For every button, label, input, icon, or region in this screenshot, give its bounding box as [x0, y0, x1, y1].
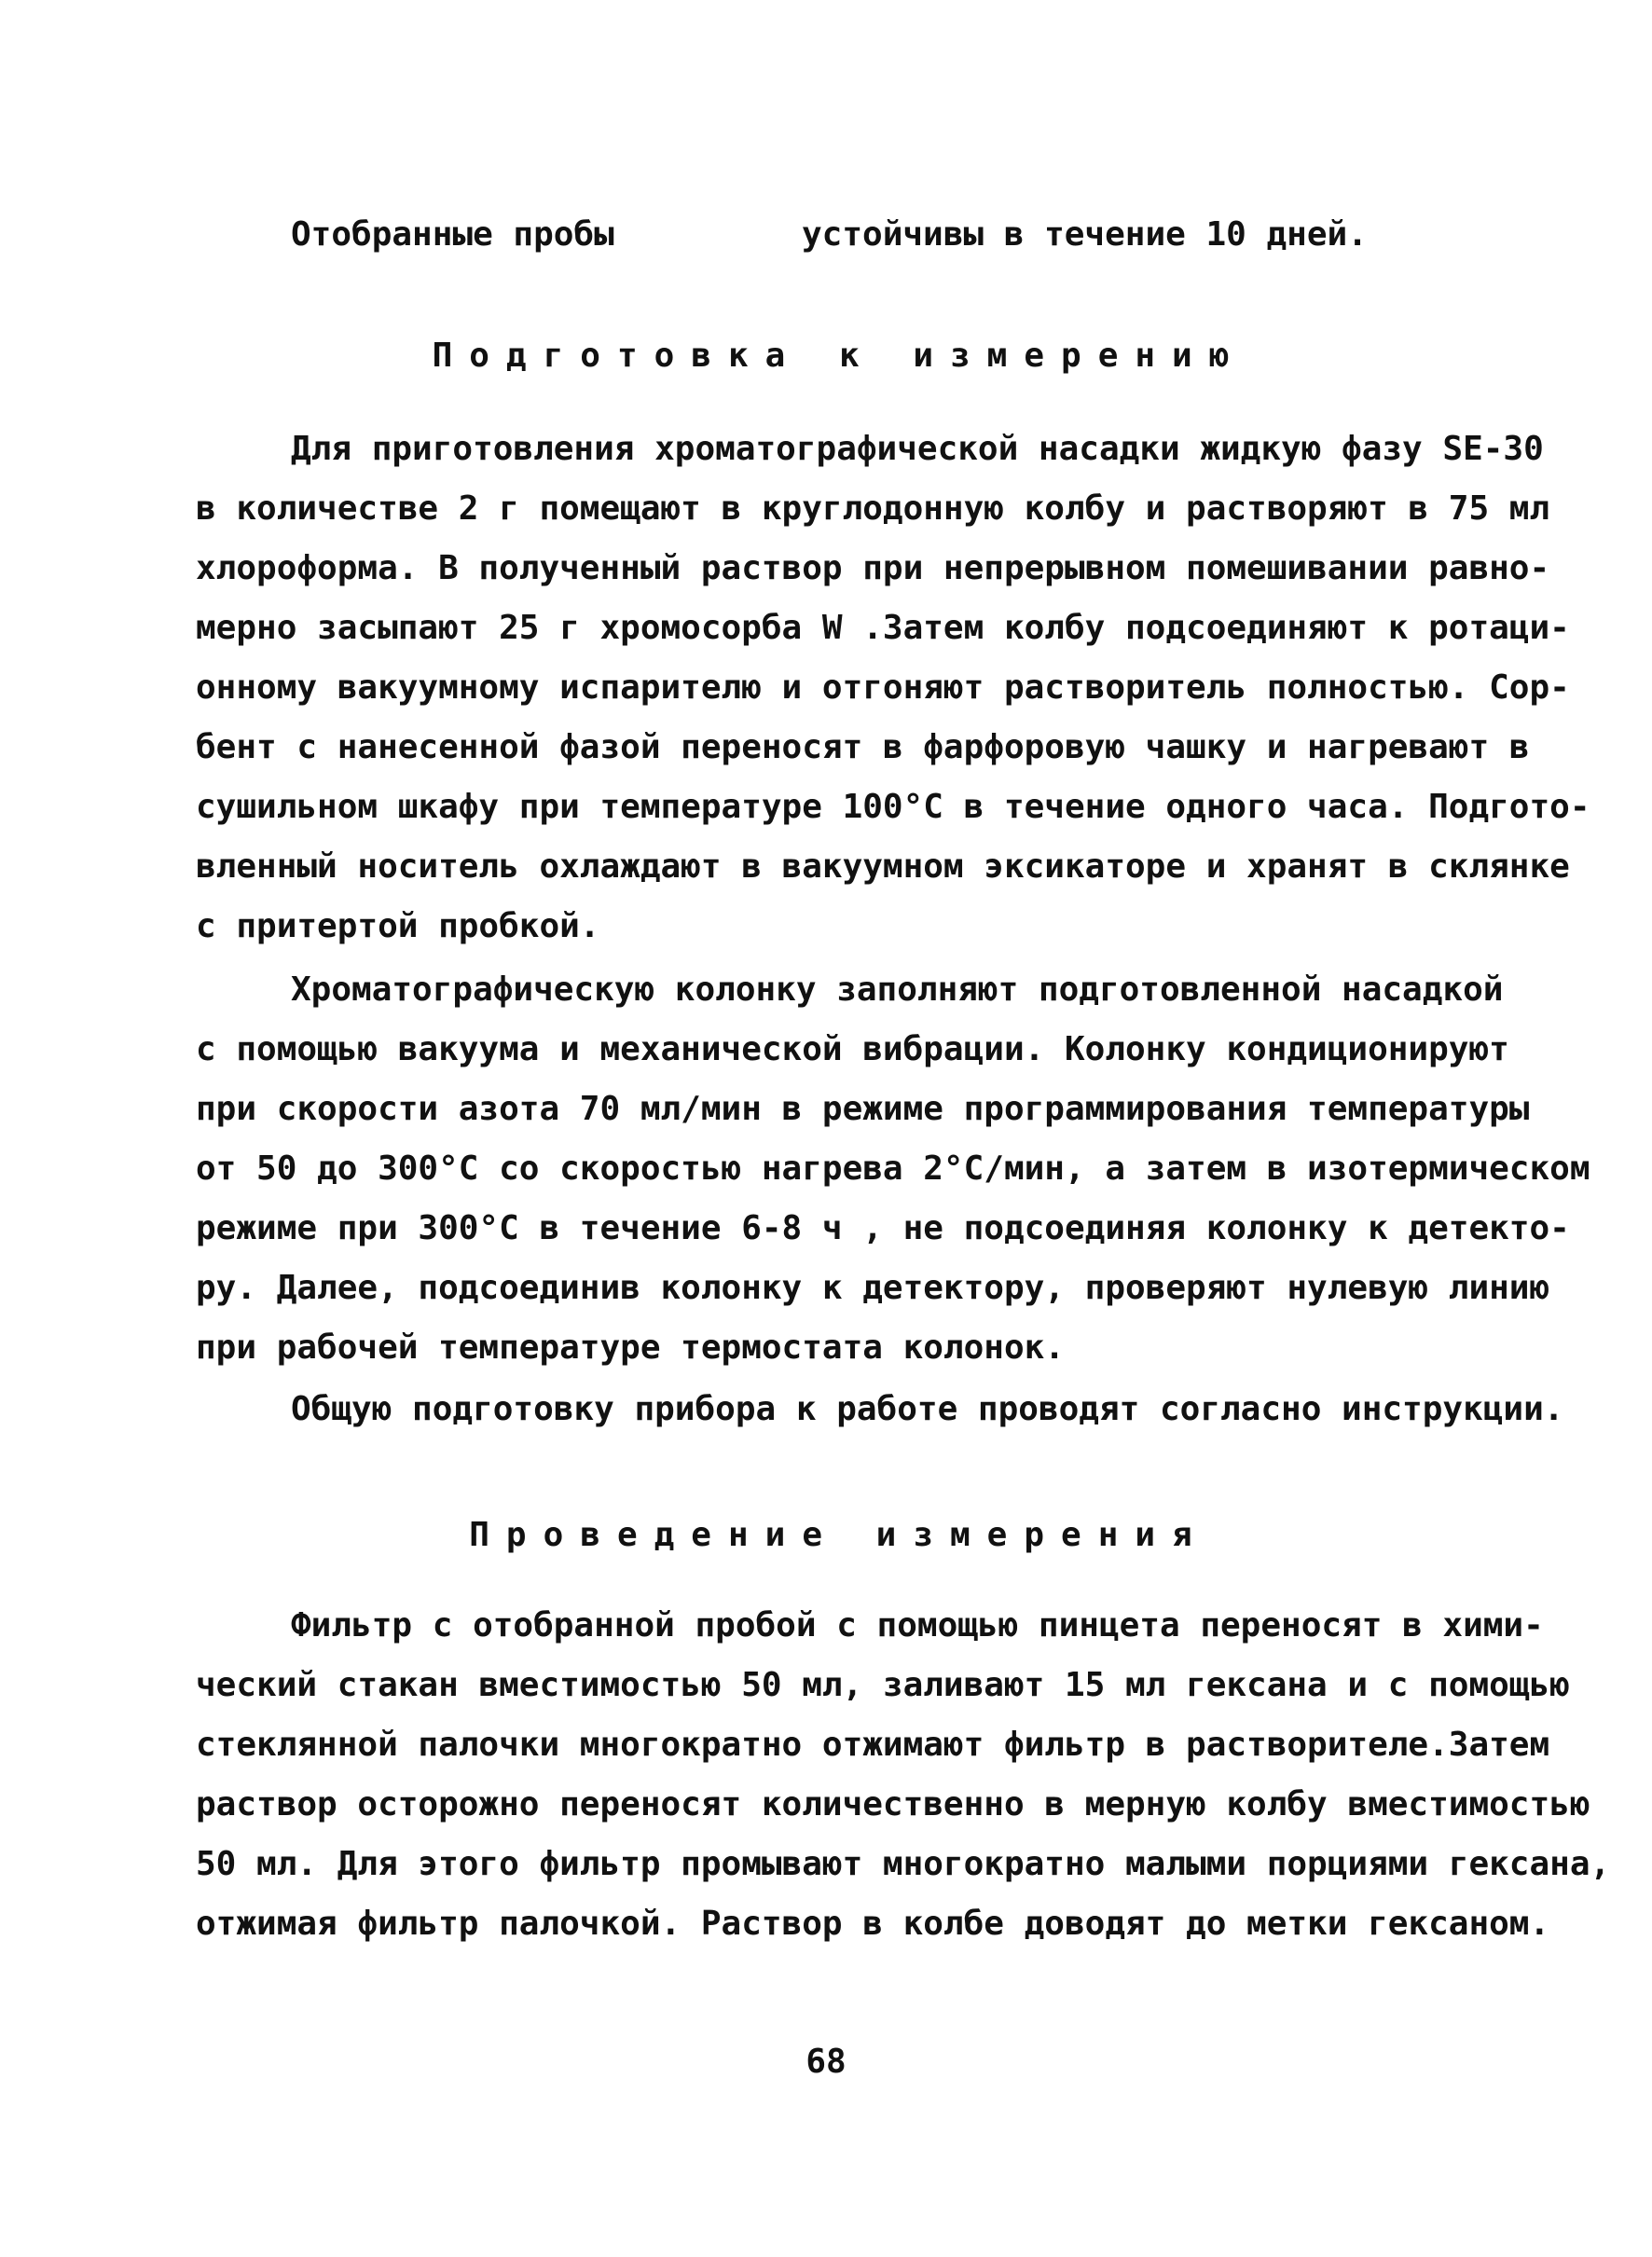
text-line: ру. Далее, подсоединив колонку к детектору, проверяют нулевую линию [196, 1269, 1550, 1307]
text-line: при скорости азота 70 мл/мин в режиме программирования температуры [196, 1090, 1530, 1128]
text-line: стеклянной палочки многократно отжимают фильтр в растворителе.Затем [196, 1726, 1550, 1764]
text-line: ческий стакан вместимостью 50 мл, заливают 15 мл гексана и с помощью [196, 1666, 1570, 1704]
intro-right: устойчивы в течение 10 дней. [802, 215, 1368, 254]
text-line: режиме при 300°С в течение 6-8 ч , не подсоединяя колонку к детекто- [196, 1209, 1570, 1247]
text-line: мерно засыпают 25 г хромосорба W .Затем колбу подсоединяют к ротаци- [196, 609, 1570, 647]
heading-measurement: Проведение измерения [469, 1516, 1209, 1554]
text-line: Для приготовления хроматографической насадки жидкую фазу SE-30 [291, 430, 1544, 468]
text-line: от 50 до 300°С со скоростью нагрева 2°С/мин, а затем в изотермическом [196, 1149, 1590, 1188]
text-line: Фильтр с отобранной пробой с помощью пинцета переносят в хими- [291, 1606, 1544, 1645]
text-line: с притертой пробкой. [196, 907, 600, 945]
text-line: онному вакуумному испарителю и отгоняют растворитель полностью. Сор- [196, 668, 1570, 707]
text-line: сушильном шкафу при температуре 100°С в течение одного часа. Подгото- [196, 788, 1590, 826]
text-line: при рабочей температуре термостата колонок. [196, 1328, 1065, 1367]
text-line: 50 мл. Для этого фильтр промывают многократно малыми порциями гексана, [196, 1845, 1611, 1883]
text-line: хлороформа. В полученный раствор при непрерывном помешивании равно- [196, 549, 1550, 587]
text-line: с помощью вакуума и механической вибрации. Колонку кондиционируют [196, 1030, 1509, 1068]
intro-left: Отобранные пробы [291, 215, 614, 254]
text-line: вленный носитель охлаждают в вакуумном эксикаторе и хранят в склянке [196, 847, 1570, 886]
text-line: Хроматографическую колонку заполняют подготовленной насадкой [291, 970, 1504, 1009]
text-line: в количестве 2 г помещают в круглодонную колбу и растворяют в 75 мл [196, 489, 1550, 528]
text-line: бент с нанесенной фазой переносят в фарфоровую чашку и нагревают в [196, 728, 1530, 766]
text-line: раствор осторожно переносят количественно в мерную колбу вместимостью [196, 1785, 1590, 1823]
heading-preparation: Подготовка к измерению [432, 337, 1246, 375]
text-line: Общую подготовку прибора к работе проводят согласно инструкции. [291, 1390, 1564, 1428]
page-number: 68 [805, 2043, 847, 2081]
text-line: отжимая фильтр палочкой. Раствор в колбе доводят до метки гексаном. [196, 1905, 1550, 1943]
